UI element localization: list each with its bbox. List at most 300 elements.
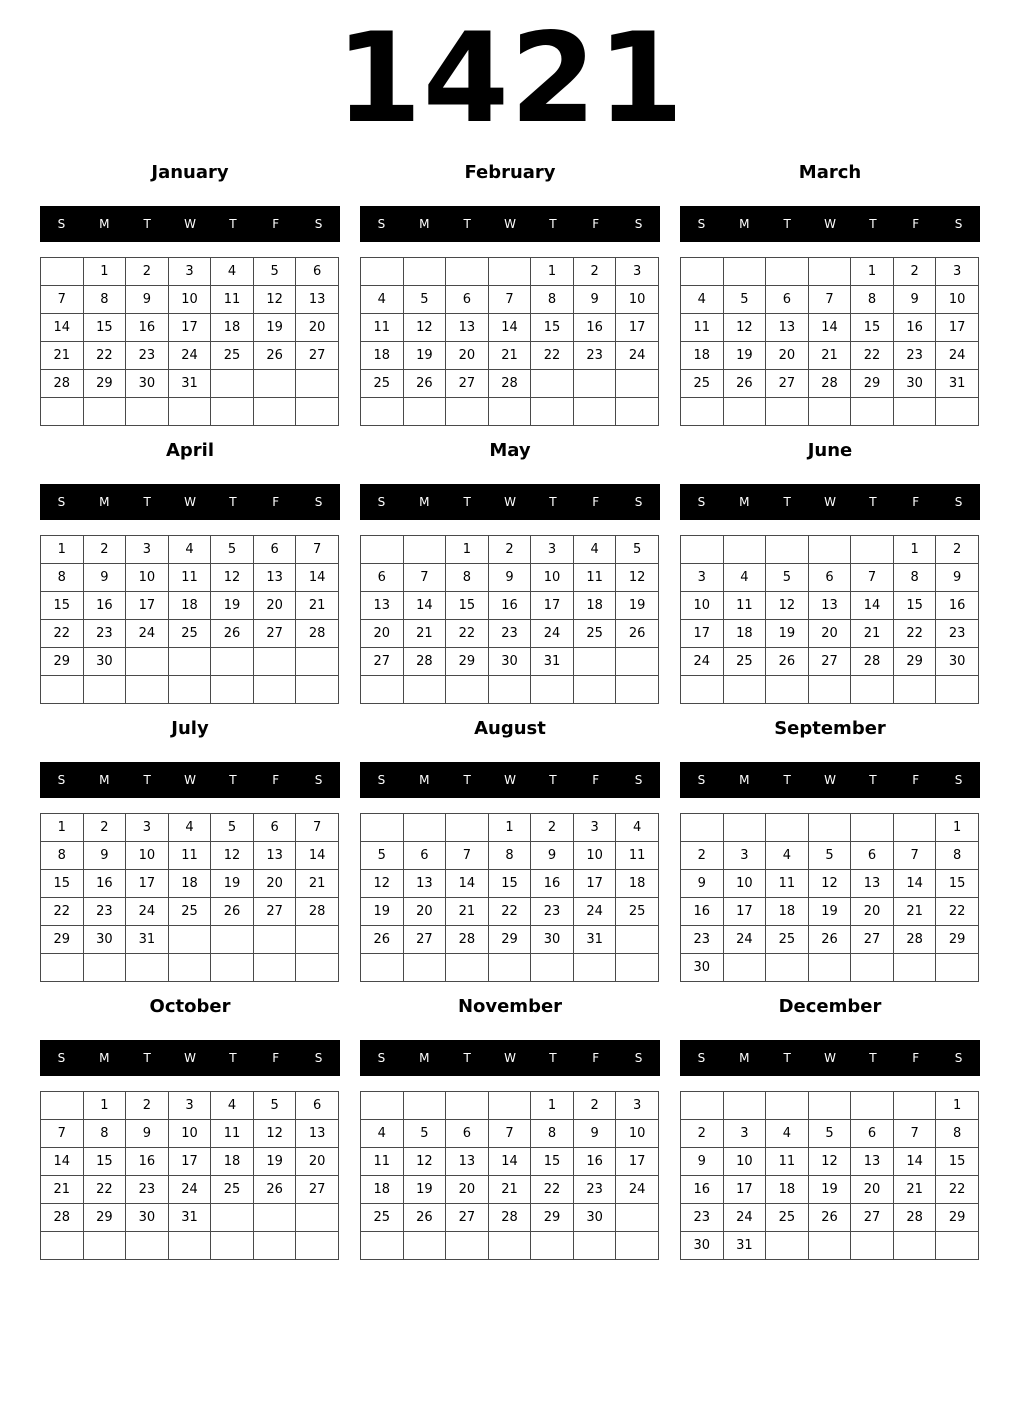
empty-cell	[488, 398, 531, 426]
day-cell: 8	[851, 286, 894, 314]
day-cell: 23	[573, 1176, 616, 1204]
week-row	[41, 342, 339, 370]
day-cell: 31	[936, 370, 979, 398]
day-cell: 4	[361, 1120, 404, 1148]
empty-cell	[296, 1232, 339, 1260]
weekday-label: S	[57, 1051, 66, 1065]
day-cell: 27	[851, 1204, 894, 1232]
day-cell: 17	[936, 314, 979, 342]
empty-cell	[403, 814, 446, 842]
day-cell: 11	[723, 592, 766, 620]
day-cell: 3	[126, 536, 169, 564]
empty-cell	[936, 1232, 979, 1260]
day-cell: 23	[126, 342, 169, 370]
day-cell: 27	[446, 1204, 489, 1232]
empty-cell	[83, 954, 126, 982]
day-cell: 6	[253, 536, 296, 564]
week-row	[681, 926, 979, 954]
day-cell: 27	[403, 926, 446, 954]
empty-cell	[168, 648, 211, 676]
weekday-label: S	[57, 217, 66, 231]
day-cell: 13	[851, 1148, 894, 1176]
day-cell: 8	[893, 564, 936, 592]
day-cell: 11	[168, 564, 211, 592]
day-cell: 10	[616, 286, 659, 314]
week-row	[41, 620, 339, 648]
empty-cell	[893, 1092, 936, 1120]
day-cell: 2	[531, 814, 574, 842]
empty-cell	[403, 1092, 446, 1120]
week-row	[361, 592, 659, 620]
empty-cell	[723, 398, 766, 426]
day-cell: 21	[296, 592, 339, 620]
day-cell: 12	[253, 286, 296, 314]
day-cell: 9	[573, 286, 616, 314]
day-cell: 22	[41, 620, 84, 648]
day-cell: 7	[41, 1120, 84, 1148]
week-row	[41, 1120, 339, 1148]
week-row	[361, 1092, 659, 1120]
empty-cell	[573, 954, 616, 982]
day-cell: 16	[83, 592, 126, 620]
day-cell: 17	[681, 620, 724, 648]
day-cell: 9	[681, 870, 724, 898]
day-cell: 29	[41, 926, 84, 954]
weekday-label: M	[419, 773, 430, 787]
day-cell: 20	[851, 898, 894, 926]
empty-cell	[446, 814, 489, 842]
week-row	[41, 1148, 339, 1176]
day-cell: 19	[253, 1148, 296, 1176]
weekday-label: M	[419, 1051, 430, 1065]
day-cell: 15	[83, 314, 126, 342]
day-cell: 29	[936, 1204, 979, 1232]
weekday-header	[360, 206, 660, 242]
empty-cell	[126, 1232, 169, 1260]
empty-cell	[126, 648, 169, 676]
week-row	[361, 620, 659, 648]
empty-cell	[573, 648, 616, 676]
day-cell: 21	[446, 898, 489, 926]
empty-cell	[361, 258, 404, 286]
empty-cell	[893, 398, 936, 426]
empty-cell	[446, 954, 489, 982]
day-cell: 11	[361, 1148, 404, 1176]
empty-cell	[361, 398, 404, 426]
day-cell: 30	[126, 1204, 169, 1232]
weekday-label: F	[592, 773, 600, 787]
day-cell: 17	[616, 1148, 659, 1176]
day-cell: 30	[681, 954, 724, 982]
day-cell: 3	[573, 814, 616, 842]
weekday-label: S	[314, 1051, 323, 1065]
day-cell: 17	[168, 1148, 211, 1176]
weekday-label: W	[184, 1051, 196, 1065]
day-cell: 23	[893, 342, 936, 370]
day-cell: 14	[296, 842, 339, 870]
weekday-header	[680, 762, 980, 798]
day-cell: 30	[83, 926, 126, 954]
empty-cell	[893, 676, 936, 704]
day-cell: 19	[723, 342, 766, 370]
empty-cell	[403, 536, 446, 564]
day-cell: 7	[893, 842, 936, 870]
day-cell: 7	[488, 1120, 531, 1148]
day-cell: 13	[446, 1148, 489, 1176]
day-cell: 17	[723, 1176, 766, 1204]
day-grid	[360, 257, 659, 426]
day-cell: 22	[936, 898, 979, 926]
day-cell: 3	[616, 258, 659, 286]
day-cell: 26	[211, 620, 254, 648]
day-cell: 17	[168, 314, 211, 342]
day-cell: 3	[168, 258, 211, 286]
week-row	[361, 1204, 659, 1232]
week-row	[681, 258, 979, 286]
day-cell: 6	[361, 564, 404, 592]
empty-cell	[488, 954, 531, 982]
week-row	[41, 676, 339, 704]
week-row	[681, 314, 979, 342]
day-cell: 30	[126, 370, 169, 398]
day-cell: 12	[808, 1148, 851, 1176]
day-cell: 11	[361, 314, 404, 342]
day-cell: 20	[766, 342, 809, 370]
day-cell: 21	[488, 342, 531, 370]
day-cell: 9	[83, 564, 126, 592]
empty-cell	[168, 926, 211, 954]
day-cell: 12	[766, 592, 809, 620]
day-cell: 6	[446, 1120, 489, 1148]
weekday-label: T	[143, 773, 151, 787]
day-cell: 21	[808, 342, 851, 370]
day-cell: 20	[446, 342, 489, 370]
weekday-label: F	[912, 217, 920, 231]
weekday-label: S	[634, 1051, 643, 1065]
day-cell: 29	[83, 370, 126, 398]
day-cell: 1	[488, 814, 531, 842]
day-cell: 14	[893, 870, 936, 898]
empty-cell	[488, 1092, 531, 1120]
week-row	[361, 536, 659, 564]
day-cell: 28	[296, 620, 339, 648]
day-cell: 27	[253, 898, 296, 926]
day-cell: 8	[41, 842, 84, 870]
empty-cell	[851, 814, 894, 842]
day-cell: 11	[616, 842, 659, 870]
day-cell: 20	[403, 898, 446, 926]
week-row	[681, 1176, 979, 1204]
day-cell: 28	[446, 926, 489, 954]
week-row	[681, 398, 979, 426]
weekday-label: M	[99, 217, 110, 231]
week-row	[681, 1092, 979, 1120]
week-row	[361, 258, 659, 286]
day-cell: 29	[936, 926, 979, 954]
day-grid	[360, 813, 659, 982]
day-grid	[40, 813, 339, 982]
week-row	[361, 648, 659, 676]
day-cell: 18	[766, 898, 809, 926]
weekday-label: T	[549, 217, 557, 231]
day-cell: 30	[936, 648, 979, 676]
weekday-label: T	[229, 773, 237, 787]
empty-cell	[766, 954, 809, 982]
empty-cell	[681, 1092, 724, 1120]
week-row	[361, 1148, 659, 1176]
day-cell: 18	[361, 342, 404, 370]
week-row	[681, 1120, 979, 1148]
month-name: November	[457, 996, 563, 1017]
day-cell: 5	[808, 1120, 851, 1148]
weekday-label: T	[869, 495, 877, 509]
day-cell: 1	[531, 1092, 574, 1120]
day-cell: 12	[253, 1120, 296, 1148]
weekday-label: W	[824, 495, 836, 509]
week-row	[681, 286, 979, 314]
weekday-label: T	[143, 217, 151, 231]
day-cell: 12	[403, 314, 446, 342]
day-cell: 20	[296, 1148, 339, 1176]
day-cell: 28	[403, 648, 446, 676]
weekday-label: F	[272, 495, 280, 509]
empty-cell	[211, 1232, 254, 1260]
empty-cell	[253, 926, 296, 954]
day-cell: 18	[211, 314, 254, 342]
day-cell: 11	[766, 1148, 809, 1176]
week-row	[41, 814, 339, 842]
day-cell: 4	[168, 536, 211, 564]
week-row	[361, 1232, 659, 1260]
empty-cell	[253, 1204, 296, 1232]
week-row	[41, 536, 339, 564]
weekday-header	[680, 484, 980, 520]
day-cell: 19	[361, 898, 404, 926]
empty-cell	[616, 926, 659, 954]
weekday-label: S	[634, 773, 643, 787]
day-cell: 27	[808, 648, 851, 676]
week-row	[681, 814, 979, 842]
day-cell: 26	[211, 898, 254, 926]
day-cell: 15	[83, 1148, 126, 1176]
weekday-label: F	[912, 495, 920, 509]
day-cell: 21	[403, 620, 446, 648]
day-cell: 9	[936, 564, 979, 592]
empty-cell	[808, 258, 851, 286]
weekday-label: S	[377, 1051, 386, 1065]
day-cell: 3	[531, 536, 574, 564]
day-cell: 28	[808, 370, 851, 398]
day-cell: 18	[168, 870, 211, 898]
day-cell: 29	[488, 926, 531, 954]
empty-cell	[296, 370, 339, 398]
empty-cell	[616, 954, 659, 982]
day-cell: 18	[766, 1176, 809, 1204]
week-row	[681, 370, 979, 398]
week-row	[361, 342, 659, 370]
week-row	[681, 564, 979, 592]
day-grid	[360, 1091, 659, 1260]
day-cell: 27	[766, 370, 809, 398]
empty-cell	[41, 258, 84, 286]
day-cell: 8	[936, 1120, 979, 1148]
empty-cell	[681, 536, 724, 564]
week-row	[41, 926, 339, 954]
day-cell: 7	[808, 286, 851, 314]
day-cell: 18	[616, 870, 659, 898]
weekday-label: S	[377, 773, 386, 787]
empty-cell	[403, 954, 446, 982]
week-row	[41, 648, 339, 676]
week-row	[361, 676, 659, 704]
empty-cell	[616, 676, 659, 704]
day-cell: 2	[681, 1120, 724, 1148]
day-cell: 23	[488, 620, 531, 648]
day-cell: 22	[41, 898, 84, 926]
day-cell: 30	[83, 648, 126, 676]
weekday-label: S	[954, 217, 963, 231]
empty-cell	[808, 954, 851, 982]
day-cell: 12	[723, 314, 766, 342]
day-cell: 1	[83, 258, 126, 286]
month-name: October	[149, 996, 231, 1017]
day-cell: 20	[446, 1176, 489, 1204]
day-cell: 11	[766, 870, 809, 898]
day-cell: 5	[766, 564, 809, 592]
day-cell: 8	[41, 564, 84, 592]
empty-cell	[616, 1204, 659, 1232]
day-cell: 8	[488, 842, 531, 870]
weekday-label: T	[783, 495, 791, 509]
weekday-header	[40, 206, 340, 242]
day-cell: 6	[851, 1120, 894, 1148]
day-cell: 3	[126, 814, 169, 842]
day-cell: 16	[681, 1176, 724, 1204]
day-cell: 19	[211, 592, 254, 620]
week-row	[361, 1120, 659, 1148]
week-row	[681, 1204, 979, 1232]
week-row	[361, 814, 659, 842]
day-cell: 22	[531, 342, 574, 370]
day-cell: 5	[808, 842, 851, 870]
empty-cell	[573, 676, 616, 704]
day-cell: 9	[531, 842, 574, 870]
day-cell: 21	[296, 870, 339, 898]
month-name: January	[151, 162, 229, 183]
empty-cell	[446, 398, 489, 426]
empty-cell	[893, 954, 936, 982]
empty-cell	[126, 676, 169, 704]
day-cell: 17	[126, 592, 169, 620]
day-cell: 20	[851, 1176, 894, 1204]
weekday-label: M	[739, 773, 750, 787]
day-cell: 22	[446, 620, 489, 648]
empty-cell	[681, 258, 724, 286]
week-row	[681, 620, 979, 648]
month-name: May	[489, 440, 531, 461]
weekday-label: T	[463, 217, 471, 231]
day-cell: 7	[41, 286, 84, 314]
empty-cell	[446, 1092, 489, 1120]
day-cell: 25	[361, 1204, 404, 1232]
weekday-label: S	[314, 773, 323, 787]
empty-cell	[253, 648, 296, 676]
weekday-header	[680, 1040, 980, 1076]
day-cell: 2	[573, 1092, 616, 1120]
day-cell: 5	[723, 286, 766, 314]
day-cell: 27	[361, 648, 404, 676]
day-cell: 9	[573, 1120, 616, 1148]
empty-cell	[723, 954, 766, 982]
day-grid	[680, 257, 979, 426]
empty-cell	[681, 398, 724, 426]
empty-cell	[211, 398, 254, 426]
day-cell: 9	[83, 842, 126, 870]
empty-cell	[296, 398, 339, 426]
day-cell: 14	[403, 592, 446, 620]
day-cell: 28	[41, 1204, 84, 1232]
day-cell: 23	[681, 1204, 724, 1232]
day-cell: 8	[83, 286, 126, 314]
day-cell: 14	[488, 314, 531, 342]
month-name: August	[474, 718, 546, 739]
weekday-label: T	[229, 495, 237, 509]
weekday-label: S	[954, 1051, 963, 1065]
day-cell: 4	[211, 258, 254, 286]
day-cell: 26	[766, 648, 809, 676]
day-cell: 15	[531, 314, 574, 342]
day-cell: 2	[126, 258, 169, 286]
day-cell: 13	[446, 314, 489, 342]
weekday-label: T	[783, 217, 791, 231]
weekday-label: T	[783, 1051, 791, 1065]
weekday-label: T	[869, 1051, 877, 1065]
weekday-label: F	[592, 1051, 600, 1065]
weekday-label: S	[697, 1051, 706, 1065]
weekday-header	[40, 484, 340, 520]
day-cell: 24	[168, 1176, 211, 1204]
day-cell: 25	[766, 1204, 809, 1232]
day-cell: 27	[296, 342, 339, 370]
weekday-label: T	[549, 773, 557, 787]
weekday-label: W	[184, 495, 196, 509]
empty-cell	[361, 1232, 404, 1260]
weekday-header	[360, 484, 660, 520]
day-cell: 9	[126, 1120, 169, 1148]
day-cell: 31	[573, 926, 616, 954]
weekday-header	[360, 762, 660, 798]
day-cell: 22	[936, 1176, 979, 1204]
day-cell: 16	[126, 314, 169, 342]
day-cell: 24	[168, 342, 211, 370]
week-row	[41, 1176, 339, 1204]
empty-cell	[403, 676, 446, 704]
day-cell: 13	[766, 314, 809, 342]
day-cell: 9	[893, 286, 936, 314]
weekday-label: T	[869, 217, 877, 231]
day-cell: 28	[893, 926, 936, 954]
empty-cell	[41, 398, 84, 426]
day-cell: 22	[531, 1176, 574, 1204]
day-cell: 7	[296, 814, 339, 842]
empty-cell	[616, 648, 659, 676]
empty-cell	[936, 676, 979, 704]
day-cell: 31	[168, 370, 211, 398]
weekday-header	[40, 1040, 340, 1076]
day-cell: 4	[616, 814, 659, 842]
empty-cell	[616, 370, 659, 398]
day-cell: 5	[403, 1120, 446, 1148]
